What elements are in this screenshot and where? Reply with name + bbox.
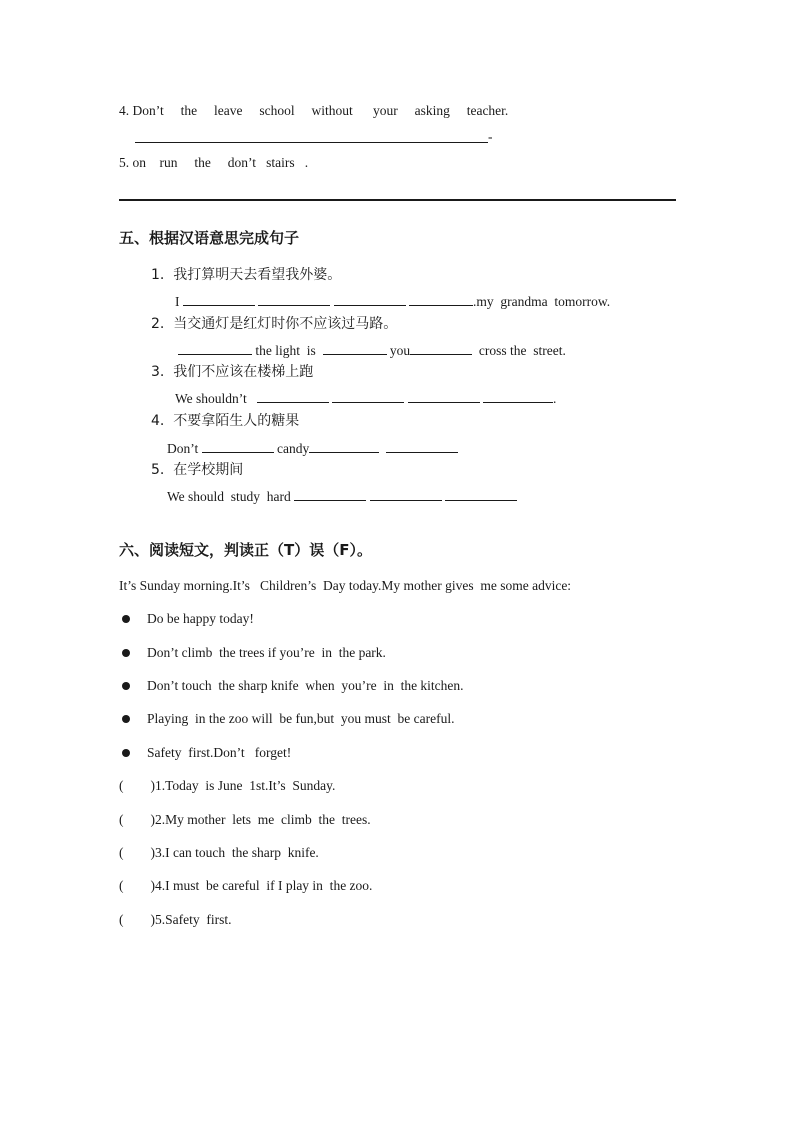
- item-5-english: [167, 488, 517, 505]
- advice-item-1: Do be happy today!: [147, 611, 254, 626]
- item-3-english: [175, 390, 556, 407]
- bullet-dot-icon: [122, 649, 130, 657]
- item-4-text: candy: [277, 441, 310, 456]
- blank[interactable]: [294, 488, 366, 501]
- blank[interactable]: [257, 390, 329, 403]
- blank[interactable]: [386, 440, 458, 453]
- question-5-scrambled: 5. on run the don’t stairs .: [119, 155, 309, 170]
- item-2-chinese: 2. 当交通灯是红灯时你不应该过马路。: [151, 316, 398, 332]
- section-6-heading: 六、阅读短文，判读正（T）误（F）。: [119, 541, 372, 559]
- item-2-text-a: the light is: [255, 343, 316, 358]
- item-3-chinese: 3. 我们不应该在楼梯上跑: [151, 364, 314, 380]
- item-1-chinese: 1. 我打算明天去看望我外婆。: [151, 267, 342, 283]
- item-4-chinese: 4. 不要拿陌生人的糖果: [151, 413, 300, 429]
- item-3-prefix: We shouldn’t: [175, 391, 247, 406]
- tf-question-3[interactable]: ( )3.I can touch the sharp knife.: [119, 845, 319, 860]
- blank[interactable]: [309, 440, 379, 453]
- blank[interactable]: [258, 293, 330, 306]
- bullet-dot-icon: [122, 749, 130, 757]
- blank[interactable]: [183, 293, 255, 306]
- advice-item-5: Safety first.Don’t forget!: [147, 745, 292, 760]
- blank[interactable]: [410, 342, 472, 355]
- item-5-chinese: 5. 在学校期间: [151, 462, 244, 478]
- blank[interactable]: [323, 342, 387, 355]
- blank[interactable]: [370, 488, 442, 501]
- blank[interactable]: [445, 488, 517, 501]
- question-4-scrambled: 4. Don’t the leave school without your asking teacher.: [119, 103, 509, 118]
- item-2-text-b: you: [389, 343, 411, 358]
- blank[interactable]: [178, 342, 252, 355]
- blank[interactable]: [334, 293, 406, 306]
- bullet-dot-icon: [122, 682, 130, 690]
- tf-question-4[interactable]: ( )4.I must be careful if I play in the zoo.: [119, 878, 373, 893]
- item-1-english: [175, 293, 610, 310]
- tf-question-2[interactable]: ( )2.My mother lets me climb the trees.: [119, 812, 371, 827]
- advice-item-4: Playing in the zoo will be fun,but you must be careful.: [147, 711, 455, 726]
- blank[interactable]: [483, 390, 553, 403]
- reading-intro: It’s Sunday morning.It’s Children’s Day today.My mother gives me some advice:: [119, 578, 572, 593]
- blank[interactable]: [332, 390, 404, 403]
- tf-question-1[interactable]: ( )1.Today is June 1st.It’s Sunday.: [119, 778, 336, 793]
- section-5-heading: 五、根据汉语意思完成句子: [119, 229, 300, 247]
- item-3-suffix: .: [553, 391, 557, 406]
- item-1-suffix: .my grandma tomorrow.: [473, 294, 611, 309]
- bullet-dot-icon: [122, 715, 130, 723]
- item-2-text-c: cross the street.: [478, 343, 566, 358]
- blank[interactable]: [409, 293, 473, 306]
- blank[interactable]: [202, 440, 274, 453]
- item-4-prefix: Don’t: [167, 441, 199, 456]
- item-4-english: [167, 440, 458, 457]
- blank[interactable]: [408, 390, 480, 403]
- item-2-english: [178, 342, 566, 359]
- answer-line-4[interactable]: [135, 142, 488, 143]
- section-divider: [119, 199, 676, 201]
- bullet-dot-icon: [122, 615, 130, 623]
- answer-line-dash: -: [488, 129, 493, 144]
- tf-question-5[interactable]: ( )5.Safety first.: [119, 912, 232, 927]
- advice-item-2: Don’t climb the trees if you’re in the park.: [147, 645, 386, 660]
- advice-item-3: Don’t touch the sharp knife when you’re in the kitchen.: [147, 678, 464, 693]
- item-1-prefix: I: [175, 294, 180, 309]
- item-5-prefix: We should study hard: [167, 489, 291, 504]
